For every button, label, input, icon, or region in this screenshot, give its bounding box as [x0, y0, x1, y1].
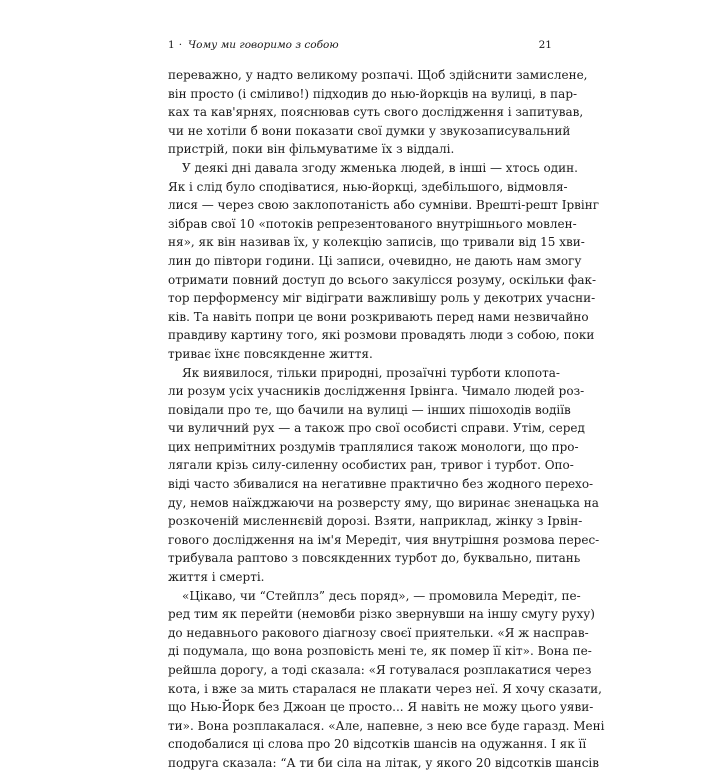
text-line: ду, немов наїжджаючи на розверсту яму, що виринає зненацька на	[168, 495, 599, 510]
text-line: ків. Та навіть попри це вони розкривають перед нами незвичайно	[168, 309, 589, 324]
header-separator: ·	[178, 39, 183, 51]
text-line: чи не хотіли б вони показати свої думки у звукозаписувальний	[168, 123, 571, 138]
text-line: Як виявилося, тільки природні, прозаїчні турботи клопота-	[182, 365, 560, 380]
body-text	[168, 66, 605, 773]
text-line: повідали про те, що бачили на вулиці — інших пішоходів водіїв	[168, 402, 571, 417]
text-line: ти». Вона розплакалася. «Але, напевне, з нею все буде гаразд. Мені	[168, 718, 605, 733]
text-line: він просто (і сміливо!) підходив до нью-йоркців на вулиці, в пар-	[168, 86, 578, 101]
page-number: 21	[538, 39, 552, 51]
chapter-header	[168, 38, 339, 52]
text-line: що Нью-Йорк без Джоан це просто... Я навіть не можу цього уяви-	[168, 700, 594, 715]
text-line: цих непримітних роздумів траплялися також монологи, що про-	[168, 439, 579, 454]
text-line: лягали крізь силу-силенну особистих ран, тривог і турбот. Опо-	[168, 458, 574, 473]
text-line: У деякі дні давала згоду жменька людей, в інші — хтось один.	[182, 160, 578, 175]
text-line: правдиву картину того, які розмови провадять люди з собою, поки	[168, 328, 595, 343]
text-line: зібрав свої 10 «потоків репрезентованого внутрішнього мовлен-	[168, 216, 577, 231]
text-line: «Цікаво, чи “Стейплз” десь поряд», — промовила Мередіт, пе-	[182, 588, 581, 603]
text-line: переважно, у надто великому розпачі. Щоб здійснити замислене,	[168, 68, 588, 82]
text-line: отримати повний доступ до всього закулісся розуму, оскільки фак-	[168, 272, 597, 287]
text-line: чи вуличний рух — а також про свої особисті справи. Утім, серед	[168, 421, 585, 436]
text-line: ред тим як перейти (немовби різко звернувши на іншу смугу руху)	[168, 607, 595, 622]
chapter-title: Чому ми говоримо з собою	[188, 39, 339, 51]
text-line: ді подумала, що вона розповість мені те, як помер її кіт». Вона пе-	[168, 644, 592, 659]
text-line: ли розум усіх учасників дослідження Ірвінга. Чимало людей роз-	[168, 384, 585, 399]
text-line: ня», як він називав їх, у колекцію записів, що тривали від 15 хви-	[168, 235, 585, 250]
text-line: віді часто збивалися на негативне практично без жодного перехо-	[168, 477, 594, 492]
text-line: подруга сказала: “А ти би сіла на літак, у якого 20 відсотків шансів	[168, 755, 600, 770]
text-line: Як і слід було сподіватися, нью-йоркці, здебільшого, відмовля-	[168, 179, 568, 194]
text-line: ках та кав'ярнях, пояснював суть свого дослідження і запитував,	[168, 105, 584, 120]
running-head	[168, 38, 552, 52]
text-line: кота, і вже за мить старалася не плакати через неї. Я хочу сказати,	[168, 681, 602, 696]
text-line: трибувала раптово з повсякденних турбот до, буквально, питань	[168, 551, 581, 566]
text-line: лися — через свою заклопотаність або сумніви. Врешті-решт Ірвінг	[168, 198, 600, 213]
text-line: гового дослідження на ім'я Мередіт, чия внутрішня розмова перес-	[168, 532, 600, 547]
text-line: до недавнього ракового діагнозу своєї приятельки. «Я ж насправ-	[168, 625, 589, 640]
text-line: лин до півтори години. Ці записи, очевидно, не дають нам змогу	[168, 253, 582, 268]
chapter-number: 1	[168, 39, 175, 51]
text-line: тор перформенсу міг відіграти важливішу роль у декотрих учасни-	[168, 291, 596, 306]
text-line: триває їхнє повсякденне життя.	[168, 346, 373, 361]
text-line: рейшла дорогу, а тоді сказала: «Я готувалася розплакатися через	[168, 663, 592, 677]
text-line: розкоченій мисленнєвій дорозі. Взяти, наприклад, жінку з Ірвін-	[168, 514, 583, 529]
text-line: сподобалися ці слова про 20 відсотків шансів на одужання. І як її	[168, 737, 587, 752]
text-line: пристрій, поки він фільмуватиме їх з віддалі.	[168, 142, 455, 157]
text-line: життя і смерті.	[168, 570, 265, 585]
